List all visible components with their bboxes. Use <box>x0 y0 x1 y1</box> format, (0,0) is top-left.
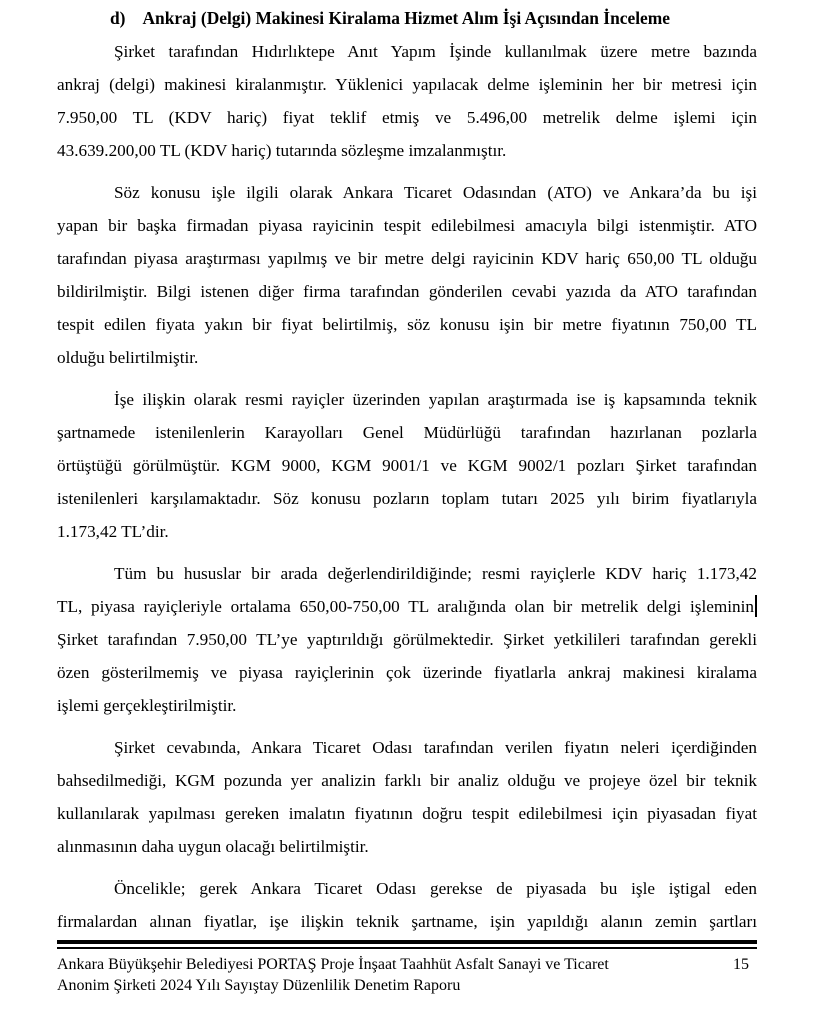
text-line[interactable]: Tüm bu hususlar bir arada değerlendirildiğinde; resmi rayiçlerle KDV hariç 1.173,42 <box>114 564 757 583</box>
paragraph[interactable] <box>57 383 757 548</box>
text-line[interactable]: özen gösterilmemiş ve piyasa rayiçlerinin çok üzerinde fiyatlarla ankraj makinesi kiralama <box>57 663 757 682</box>
text-cursor <box>755 595 757 617</box>
text-line[interactable]: örtüştüğü görülmüştür. KGM 9000, KGM 9001/1 ve KGM 9002/1 pozları Şirket tarafından <box>57 456 757 475</box>
text-line[interactable]: firmalardan alınan fiyatlar, işe ilişkin teknik şartname, işin yapıldığı alanın zemin şartları <box>57 912 757 931</box>
text-line[interactable]: alınmasının daha uygun olacağı belirtilmiştir. <box>57 837 369 856</box>
section-heading-text: Ankraj (Delgi) Makinesi Kiralama Hizmet Alım İşi Açısından İnceleme <box>142 8 670 28</box>
text-line[interactable]: Şirket cevabında, Ankara Ticaret Odası tarafından verilen fiyatın neleri içerdiğinden <box>114 738 757 757</box>
footer-report-title-line1: Ankara Büyükşehir Belediyesi PORTAŞ Proje İnşaat Taahhüt Asfalt Sanayi ve Ticaret <box>57 956 609 973</box>
text-line[interactable]: İşe ilişkin olarak resmi rayiçler üzerinden yapılan araştırmada ise iş kapsamında teknik <box>114 390 757 409</box>
text-line[interactable]: Şirket tarafından Hıdırlıktepe Anıt Yapım İşinde kullanılmak üzere metre bazında <box>114 42 757 61</box>
text-line[interactable]: bildirilmiştir. Bilgi istenen diğer firma tarafından gönderilen cevabi yazıda da ATO tarafından <box>57 282 757 301</box>
text-line[interactable]: olduğu belirtilmiştir. <box>57 348 199 367</box>
text-line[interactable]: Öncelikle; gerek Ankara Ticaret Odası gerekse de piyasada bu işle iştigal eden <box>114 879 757 898</box>
paragraph[interactable] <box>57 731 757 863</box>
paragraph[interactable] <box>57 557 757 722</box>
text-line[interactable]: şartnamede istenilenlerin Karayolları Genel Müdürlüğü tarafından hazırlanan pozlarla <box>57 423 757 442</box>
section-heading-marker: d) <box>110 8 126 28</box>
text-line[interactable]: işlemi gerçekleştirilmiştir. <box>57 696 237 715</box>
text-line[interactable]: ankraj (delgi) makinesi kiralanmıştır. Yüklenici yapılacak delme işleminin her bir metresi için <box>57 75 757 94</box>
body-paragraphs <box>57 35 757 938</box>
text-line[interactable]: Şirket tarafından 7.950,00 TL’ye yaptırıldığı görülmektedir. Şirket yetkilileri tarafından gerekli <box>57 630 757 649</box>
paragraph[interactable] <box>57 872 757 938</box>
text-line[interactable]: tarafından piyasa araştırması yapılmış ve bir metre delgi rayicinin KDV hariç 650,00 TL olduğu <box>57 249 757 268</box>
footer-separator-rule <box>57 940 757 949</box>
footer-report-title-line2: Anonim Şirketi 2024 Yılı Sayıştay Düzenlilik Denetim Raporu <box>57 977 461 994</box>
page-number: 15 <box>733 956 749 973</box>
section-heading <box>57 2 757 35</box>
text-line[interactable]: yapan bir başka firmadan piyasa rayicinin tespit edilebilmesi amacıyla bilgi istenmiştir. ATO <box>57 216 757 235</box>
text-line[interactable]: 43.639.200,00 TL (KDV hariç) tutarında sözleşme imzalanmıştır. <box>57 141 507 160</box>
paragraph[interactable] <box>57 176 757 374</box>
text-line[interactable]: 7.950,00 TL (KDV hariç) fiyat teklif etmiş ve 5.496,00 metrelik delme işlemi için <box>57 108 757 127</box>
text-line[interactable]: kullanılarak yapılması gereken imalatın fiyatının doğru tespit edilebilmesi için piyasadan fiyat <box>57 804 757 823</box>
text-line[interactable]: TL, piyasa rayiçleriyle ortalama 650,00-750,00 TL aralığında olan bir metrelik delgi işleminin <box>57 590 757 623</box>
text-line[interactable]: 1.173,42 TL’dir. <box>57 522 169 541</box>
text-line[interactable]: tespit edilen fiyata yakın bir fiyat belirtilmiş, söz konusu işin bir metre fiyatının 750,00 TL <box>57 315 757 334</box>
page-footer <box>57 940 757 996</box>
footer-line-1 <box>57 954 757 975</box>
text-line[interactable]: bahsedilmediği, KGM pozunda yer analizin farklı bir analiz olduğu ve projeye özel bir teknik <box>57 771 757 790</box>
text-line[interactable]: Söz konusu işle ilgili olarak Ankara Ticaret Odasından (ATO) ve Ankara’da bu işi <box>114 183 757 202</box>
paragraph[interactable] <box>57 35 757 167</box>
text-line[interactable]: istenilenleri karşılamaktadır. Söz konusu pozların toplam tutarı 2025 yılı birim fiyatlarıyla <box>57 489 757 508</box>
document-content <box>57 2 757 947</box>
